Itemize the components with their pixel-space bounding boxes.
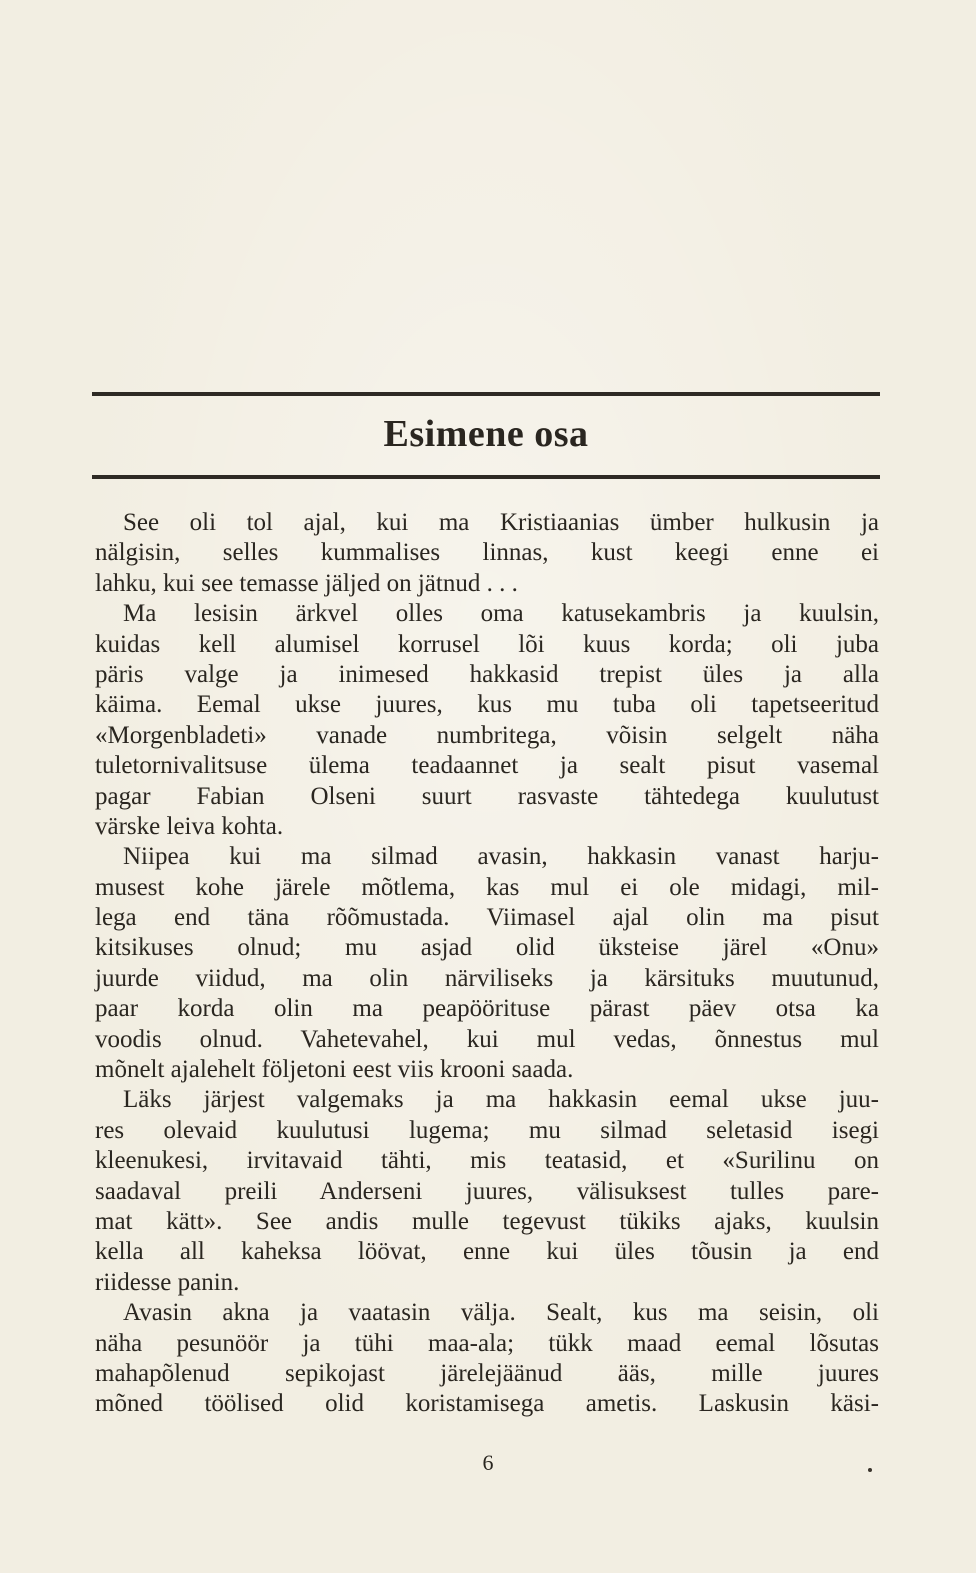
text-line: Ma lesisin ärkvel olles oma katusekambris ja kuulsin, <box>123 600 879 628</box>
text-line: Läks järjest valgemaks ja ma hakkasin eemal ukse juu- <box>123 1086 879 1114</box>
ink-dot <box>868 1468 872 1472</box>
text-line: juurde viidud, ma olin närviliseks ja kärsituks muutunud, <box>95 964 879 992</box>
text-line: tuletornivalitsuse ülema teadaannet ja sealt pisut vasemal <box>95 752 879 780</box>
text-line: saadaval preili Anderseni juures, välisuksest tulles pare- <box>95 1177 879 1205</box>
text-line: voodis olnud. Vahetevahel, kui mul vedas, õnnestus mul <box>95 1025 879 1053</box>
text-line: kuidas kell alumisel korrusel lõi kuus korda; oli juba <box>95 630 879 658</box>
text-line: res olevaid kuulutusi lugema; mu silmad seletasid isegi <box>95 1116 879 1144</box>
text-line: Niipea kui ma silmad avasin, hakkasin vanast harju- <box>123 843 879 871</box>
text-line: See oli tol ajal, kui ma Kristiaanias ümber hulkusin ja <box>123 509 879 536</box>
body-text <box>95 508 879 1420</box>
text-line: näha pesunöör ja tühi maa-ala; tükk maad eemal lõsutas <box>95 1329 879 1357</box>
text-line: mõnelt ajalehelt följetoni eest viis krooni saada. <box>95 1056 574 1084</box>
text-line: mahapõlenud sepikojast järelejäänud ääs, mille juures <box>95 1359 879 1387</box>
text-line: musest kohe järele mõtlema, kas mul ei ole midagi, mil- <box>95 873 879 901</box>
text-line: mat kätt». See andis mulle tegevust tükiks ajaks, kuulsin <box>95 1207 879 1235</box>
text-line: riidesse panin. <box>95 1268 240 1296</box>
text-line: paar korda olin ma peapöörituse pärast päev otsa ka <box>95 995 879 1023</box>
text-line: kleenukesi, irvitavaid tähti, mis teatasid, et «Surilinu on <box>95 1147 879 1175</box>
text-line: värske leiva kohta. <box>95 812 284 840</box>
text-line: kitsikuses olnud; mu asjad olid üksteise järel «Onu» <box>95 934 879 962</box>
text-line: käima. Eemal ukse juures, kus mu tuba oli tapetseeritud <box>95 691 879 719</box>
text-line: kella all kaheksa löövat, enne kui üles tõusin ja end <box>95 1238 879 1266</box>
text-line: lega end täna rõõmustada. Viimasel ajal olin ma pisut <box>95 904 879 932</box>
chapter-title: Esimene osa <box>383 413 589 455</box>
text-line: mõned töölised olid koristamisega ametis. Laskusin käsi- <box>95 1390 879 1418</box>
text-line: päris valge ja inimesed hakkasid trepist üles ja alla <box>95 660 879 688</box>
text-line: nälgisin, selles kummalises linnas, kust keegi enne ei <box>95 539 879 567</box>
page-number: 6 <box>482 1450 494 1475</box>
text-line: «Morgenbladeti» vanade numbritega, võisin selgelt näha <box>95 721 879 749</box>
text-line: Avasin akna ja vaatasin välja. Sealt, kus ma seisin, oli <box>123 1299 879 1327</box>
text-line: lahku, kui see temasse jäljed on jätnud . . . <box>95 569 518 597</box>
bottom-rule <box>92 475 880 479</box>
text-line: pagar Fabian Olseni suurt rasvaste tähtedega kuulutust <box>95 782 879 810</box>
top-rule <box>92 392 880 396</box>
